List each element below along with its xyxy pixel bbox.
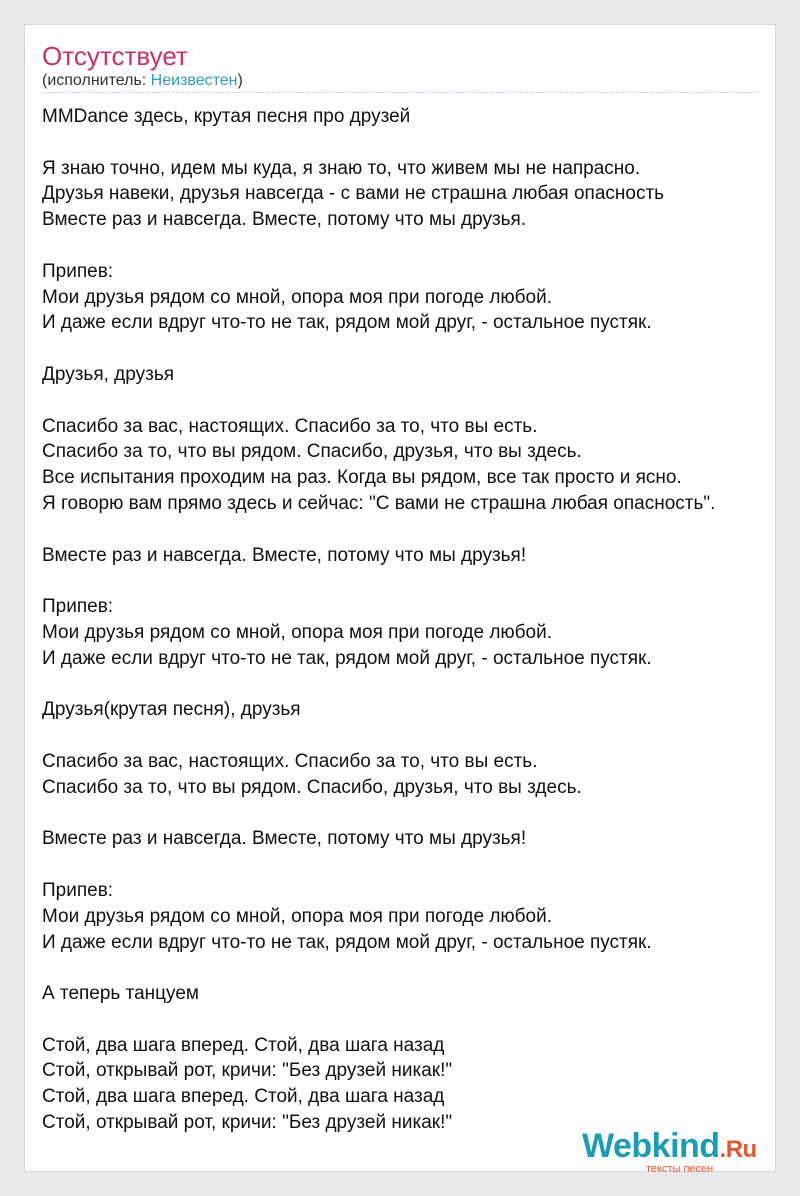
lyric-line: Я говорю вам прямо здесь и сейчас: "С вами не страшна любая опасность". [42, 492, 716, 514]
lyric-line: Я знаю точно, идем мы куда, я знаю то, что живем мы не напрасно. [42, 157, 641, 179]
lyric-line: Друзья, друзья [42, 363, 175, 385]
site-logo-tld: .Ru [719, 1136, 757, 1163]
lyric-line: Стой, открывай рот, кричи: "Без друзей никак!" [42, 1060, 453, 1082]
header-divider [42, 92, 758, 93]
lyric-line: И даже если вдруг что-то не так, рядом мой друг, - остальное пустяк. [42, 312, 652, 334]
lyric-line: Мои друзья рядом со мной, опора моя при погоде любой. [42, 286, 553, 308]
lyric-line: А теперь танцуем [42, 983, 199, 1005]
lyric-line [42, 955, 772, 981]
lyric-line: Друзья навеки, друзья навсегда - с вами не страшна любая опасность [42, 183, 665, 205]
lyric-line: Стой, открывай рот, кричи: "Без друзей никак!" [42, 1112, 453, 1134]
lyric-line: Стой, два шага вперед. Стой, два шага назад [42, 1034, 445, 1056]
lyric-line [42, 517, 772, 543]
artist-line [42, 71, 243, 91]
lyric-line: Друзья(крутая песня), друзья [42, 699, 301, 721]
lyric-line: Вместе раз и навсегда. Вместе, потому что мы друзья. [42, 209, 527, 231]
lyric-line [42, 336, 772, 362]
lyric-line: Вместе раз и навсегда. Вместе, потому что мы друзья! [42, 828, 527, 850]
lyric-line: Припев: [42, 879, 114, 901]
lyric-line: Спасибо за то, что вы рядом. Спасибо, друзья, что вы здесь. [42, 441, 582, 463]
lyric-line: Вместе раз и навсегда. Вместе, потому что мы друзья! [42, 544, 527, 566]
lyric-line [42, 568, 772, 594]
lyric-line [42, 1007, 772, 1033]
lyric-line [42, 723, 772, 749]
site-logo-word: Webkind [582, 1127, 720, 1165]
site-logo-tagline: тексты песен [646, 1163, 714, 1175]
lyric-line: Припев: [42, 596, 114, 618]
lyric-line [42, 130, 772, 156]
lyric-line: Спасибо за вас, настоящих. Спасибо за то, что вы есть. [42, 750, 538, 772]
artist-suffix: ) [237, 72, 243, 89]
lyric-line: Все испытания проходим на раз. Когда вы рядом, все так просто и ясно. [42, 467, 682, 489]
lyrics-text [42, 104, 772, 1136]
lyric-line: И даже если вдруг что-то не так, рядом мой друг, - остальное пустяк. [42, 931, 652, 953]
lyric-line: Припев: [42, 260, 114, 282]
lyric-line [42, 233, 772, 259]
site-logo[interactable] [582, 1126, 782, 1178]
lyric-line [42, 801, 772, 827]
lyric-line: Мои друзья рядом со мной, опора моя при погоде любой. [42, 621, 553, 643]
song-title: Отсутствует [42, 41, 188, 71]
artist-link[interactable]: Неизвестен [150, 72, 238, 89]
artist-prefix: (исполнитель: [42, 72, 151, 89]
lyric-line: И даже если вдруг что-то не так, рядом мой друг, - остальное пустяк. [42, 647, 652, 669]
lyric-line: Спасибо за вас, настоящих. Спасибо за то, что вы есть. [42, 415, 538, 437]
lyric-line: Стой, два шага вперед. Стой, два шага назад [42, 1086, 445, 1108]
lyric-line: Спасибо за то, что вы рядом. Спасибо, друзья, что вы здесь. [42, 776, 582, 798]
lyric-line: Мои друзья рядом со мной, опора моя при погоде любой. [42, 905, 553, 927]
lyric-line [42, 852, 772, 878]
lyric-line [42, 672, 772, 698]
lyric-line [42, 388, 772, 414]
lyric-line: MMDance здесь, крутая песня про друзей [42, 106, 411, 127]
